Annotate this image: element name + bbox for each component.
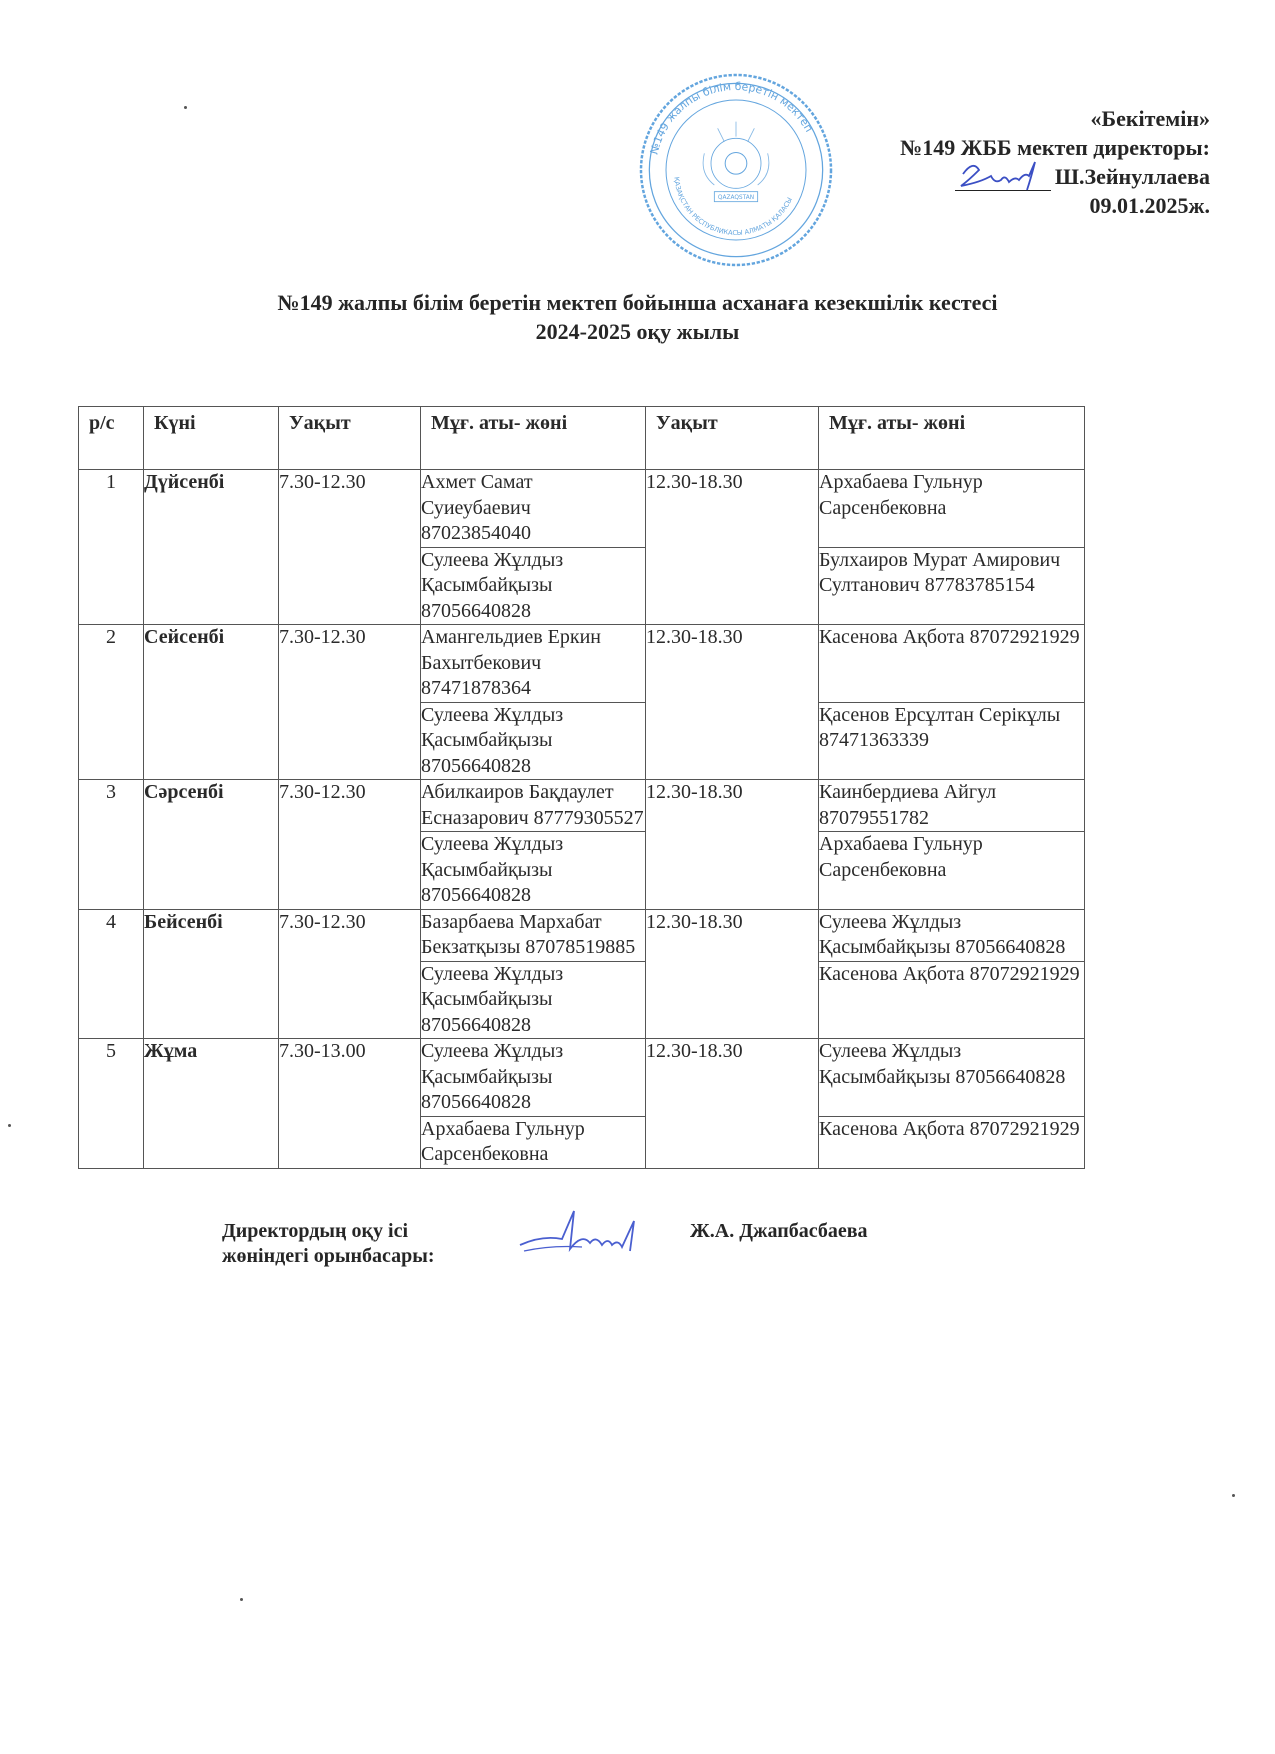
title-line-2: 2024-2025 оқу жылы bbox=[535, 319, 740, 344]
shift-1-teacher: Сулеева Жұлдыз Қасымбайқызы 87056640828 bbox=[421, 547, 646, 625]
seal-outer-text: №149 жалпы білім беретін мектеп bbox=[647, 79, 816, 156]
shift-2-teacher: Булхаиров Мурат Амирович Султанович 87783785154 bbox=[819, 547, 1085, 625]
official-seal-stamp bbox=[636, 70, 836, 270]
shift-1-teacher: Сулеева Жұлдыз Қасымбайқызы 87056640828 bbox=[421, 961, 646, 1039]
day-name: Сәрсенбі bbox=[144, 780, 279, 910]
shift-2-teacher: Касенова Ақбота 87072921929 bbox=[819, 961, 1085, 1039]
shift-2-teacher: Сулеева Жұлдыз Қасымбайқызы 87056640828 bbox=[819, 1039, 1085, 1117]
table-row bbox=[79, 1039, 1085, 1117]
row-number: 2 bbox=[79, 625, 144, 780]
shift-2-teacher: Архабаева Гульнур Сарсенбековна bbox=[819, 832, 1085, 910]
footer bbox=[222, 1219, 1275, 1289]
shift-2-teacher: Касенова Ақбота 87072921929 bbox=[819, 1116, 1085, 1168]
header-teacher-1: Мұғ. аты- жөні bbox=[421, 407, 646, 470]
scan-speck bbox=[184, 106, 187, 109]
day-name: Сейсенбі bbox=[144, 625, 279, 780]
scan-speck bbox=[1232, 1494, 1235, 1497]
header-time-1: Уақыт bbox=[279, 407, 421, 470]
shift-2-teacher: Каинбердиева Айгул 87079551782 bbox=[819, 780, 1085, 832]
deputy-position-line-1: Директордың оқу ісі bbox=[222, 1219, 408, 1242]
approval-heading: «Бекітемін» bbox=[1090, 106, 1210, 131]
shift-1-time: 7.30-12.30 bbox=[279, 909, 421, 1039]
approval-date: 09.01.2025ж. bbox=[1089, 193, 1210, 218]
shift-2-time: 12.30-18.30 bbox=[646, 780, 819, 910]
deputy-position bbox=[222, 1219, 462, 1269]
day-name: Жұма bbox=[144, 1039, 279, 1169]
row-number: 5 bbox=[79, 1039, 144, 1169]
approval-block bbox=[850, 104, 1210, 220]
shift-1-teacher: Амангельдиев Еркин Бахытбекович 87471878364 bbox=[421, 625, 646, 703]
table-row bbox=[79, 780, 1085, 832]
shift-1-teacher: Базарбаева Мархабат Бекзатқызы 87078519885 bbox=[421, 909, 646, 961]
duty-schedule-table bbox=[78, 406, 1085, 1169]
table-header-row bbox=[79, 407, 1085, 470]
shift-2-teacher: Сулеева Жұлдыз Қасымбайқызы 87056640828 bbox=[819, 909, 1085, 961]
deputy-position-line-2: жөніндегі орынбасары: bbox=[222, 1244, 435, 1267]
shift-2-teacher: Касенова Ақбота 87072921929 bbox=[819, 625, 1085, 703]
shift-2-time: 12.30-18.30 bbox=[646, 1039, 819, 1169]
svg-text:№149 жалпы білім беретін мекте bbox=[648, 80, 816, 156]
shift-1-teacher: Абилкаиров Бақдаулет Есназарович 87779305527 bbox=[421, 780, 646, 832]
title-line-1: №149 жалпы білім беретін мектеп бойынша асханаға кезекшілік кестесі bbox=[277, 290, 998, 315]
header-number: р/с bbox=[79, 407, 144, 470]
header-time-2: Уақыт bbox=[646, 407, 819, 470]
shift-2-teacher: Қасенов Ерсұлтан Серікұлы 87471363339 bbox=[819, 702, 1085, 780]
row-number: 3 bbox=[79, 780, 144, 910]
day-name: Дүйсенбі bbox=[144, 470, 279, 625]
shift-2-time: 12.30-18.30 bbox=[646, 470, 819, 625]
shift-1-time: 7.30-12.30 bbox=[279, 470, 421, 625]
table-row bbox=[79, 470, 1085, 548]
seal-emblem-text: QAZAQSTAN bbox=[717, 195, 755, 202]
approval-position: №149 ЖББ мектеп директоры: bbox=[900, 135, 1210, 160]
director-name: Ш.Зейнуллаева bbox=[1054, 164, 1210, 189]
header-teacher-2: Мұғ. аты- жөні bbox=[819, 407, 1085, 470]
shift-2-teacher: Архабаева Гульнур Сарсенбековна bbox=[819, 470, 1085, 548]
row-number: 4 bbox=[79, 909, 144, 1039]
shift-1-teacher: Сулеева Жұлдыз Қасымбайқызы 87056640828 bbox=[421, 1039, 646, 1117]
shift-1-teacher: Ахмет Самат Суиеубаевич 87023854040 bbox=[421, 470, 646, 548]
table-body bbox=[79, 470, 1085, 1169]
seal-inner-text: ҚАЗАҚСТАН РЕСПУБЛИКАСЫ АЛМАТЫ ҚАЛАСЫ bbox=[672, 176, 794, 238]
shift-1-teacher: Архабаева Гульнур Сарсенбековна bbox=[421, 1116, 646, 1168]
deputy-signature-icon bbox=[512, 1205, 662, 1265]
table-wrapper bbox=[78, 406, 1084, 1169]
scan-speck bbox=[8, 1124, 11, 1127]
header-area bbox=[0, 70, 1275, 270]
table-row bbox=[79, 909, 1085, 961]
deputy-name: Ж.А. Джапбасбаева bbox=[690, 1219, 868, 1242]
document-title bbox=[138, 288, 1138, 346]
shift-1-time: 7.30-13.00 bbox=[279, 1039, 421, 1169]
shift-1-time: 7.30-12.30 bbox=[279, 625, 421, 780]
shift-1-teacher: Сулеева Жұлдыз Қасымбайқызы 87056640828 bbox=[421, 702, 646, 780]
table-row bbox=[79, 625, 1085, 703]
scan-speck bbox=[240, 1598, 243, 1601]
signature-line bbox=[955, 164, 1051, 191]
shift-1-time: 7.30-12.30 bbox=[279, 780, 421, 910]
shift-1-teacher: Сулеева Жұлдыз Қасымбайқызы 87056640828 bbox=[421, 832, 646, 910]
shift-2-time: 12.30-18.30 bbox=[646, 909, 819, 1039]
approval-signature-row bbox=[850, 162, 1210, 191]
day-name: Бейсенбі bbox=[144, 909, 279, 1039]
row-number: 1 bbox=[79, 470, 144, 625]
director-signature-icon bbox=[955, 158, 1051, 192]
header-day: Күні bbox=[144, 407, 279, 470]
shift-2-time: 12.30-18.30 bbox=[646, 625, 819, 780]
